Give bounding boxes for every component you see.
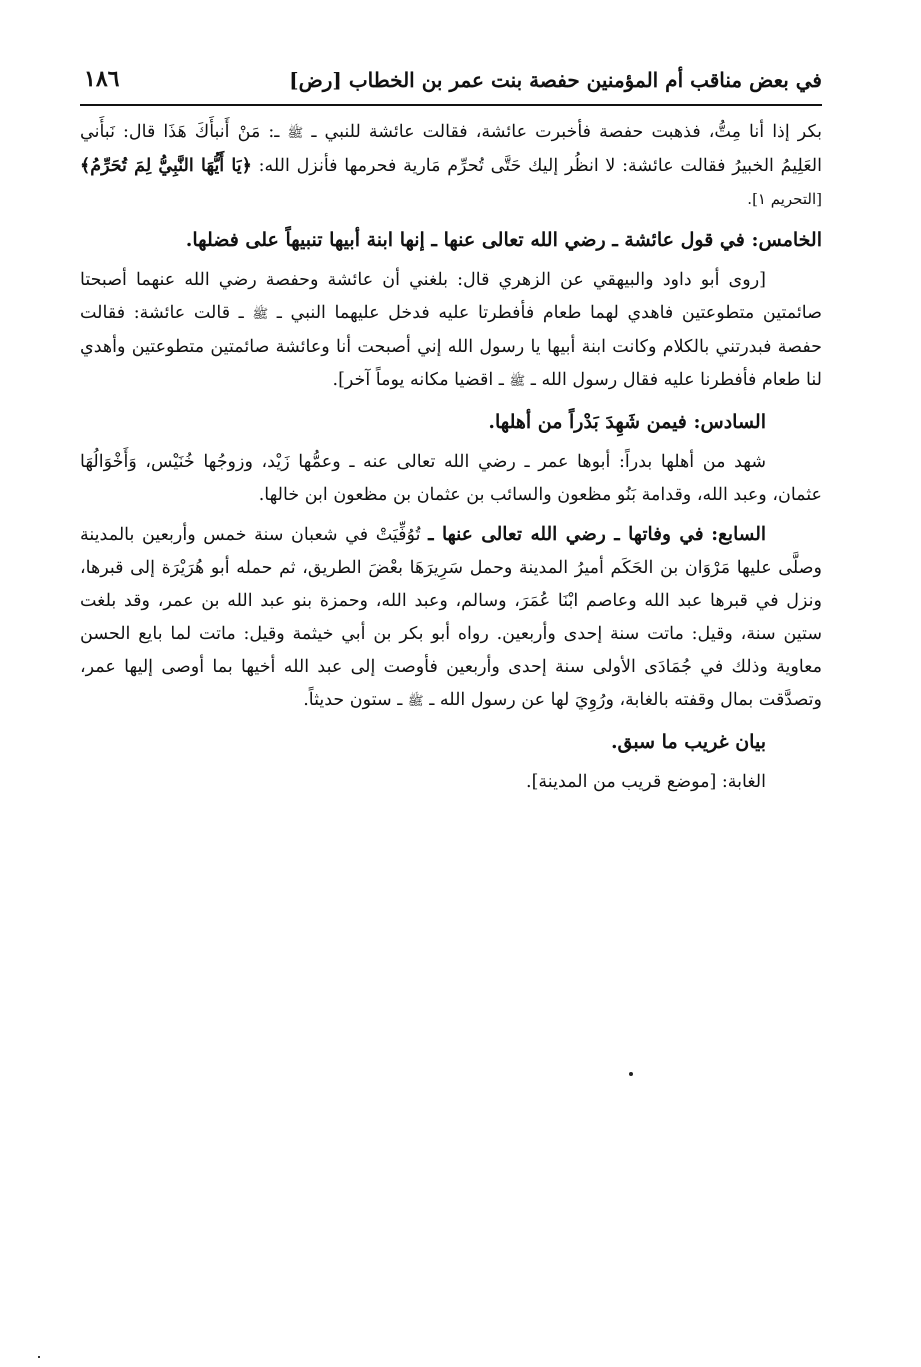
page-body	[80, 116, 822, 799]
sallallah-ligature: ﷺ	[509, 374, 526, 389]
section-heading-fifth	[80, 222, 822, 258]
scan-speck	[629, 1072, 633, 1076]
paragraph-text: ـ: مَنْ أَنبأَكَ هَذَا قال: نَبأَني العَلِيمُ الخبيرُ فقالت عائشة: لا انظُر إليك حَتَّى تُحرِّم مَارية فحرمها فأنزل الله:	[80, 122, 822, 176]
glossary-entry: الغابة: [موضع قريب من المدينة].	[526, 772, 766, 792]
paragraph-text: ـ اقضيا مكانه يوماً آخر].	[332, 370, 504, 390]
paragraph-death	[80, 518, 822, 718]
paragraph-text: بكر إذا أنا مِتُّ، فذهبت حفصة فأخبرت عائشة، فقالت عائشة للنبي ـ	[311, 122, 822, 142]
page-number: ١٨٦	[84, 66, 120, 92]
heading-label: الخامس:	[751, 229, 822, 251]
page-header	[80, 62, 822, 102]
paragraph-text: [روى أبو داود والبيهقي عن الزهري قال: بلغني أن عائشة وحفصة رضي الله عنهما أصبحتا صائمتين متطوعتين فاهدي لهما طعام فأفطرتا عليه فدخل عليهما النبي ـ	[80, 270, 822, 323]
sallallah-ligature: ﷺ	[252, 307, 269, 322]
section-heading-glossary: بيان غريب ما سبق.	[610, 731, 766, 753]
paragraph-continuation	[80, 116, 822, 216]
sallallah-ligature: ﷺ	[287, 126, 304, 141]
paragraph-text: تُوُفِّيَتْ في شعبان سنة خمس وأربعين بالمدينة وصلَّى عليها مَرْوَان بن الحَكَم أميرُ المدينة وحمل سَرِيرَهَا بعْضَ الطريق، ثم حمله أبو هُرَيْرَة إلى قبرها، ونزل في قبرها عبد الله وعاصم ابْنَا عُمَرَ، وسالم، وعبد الله، وحمزة بنو عبد الله بن عمر، وقد بلغت ستين سنة، وقيل: ماتت سنة إحدى وأربعين. رواه أبو بكر بن أبي خيثمة وقيل: ماتت لما بايع الحسن معاوية وذلك في جُمَادَى الأولى سنة إحدى وأربعين فأوصت إلى عبد الله أخيها بما أوصى إليها عمر، وتصدَّقت بمال وقفته بالغابة، ورُوِيَ لها عن رسول الله ـ	[80, 525, 822, 710]
heading-text: في قول عائشة ـ رضي الله تعالى عنها ـ إنها ابنة أبيها تنبيهاً على فضلها.	[185, 229, 745, 251]
running-title: في بعض مناقب أم المؤمنين حفصة بنت عمر بن الخطاب [رض]	[289, 68, 822, 92]
section-heading-sixth	[80, 404, 822, 440]
verse-reference: [التحريم ١].	[747, 190, 822, 208]
paragraph-badr: شهد من أهلها بدراً: أبوها عمر ـ رضي الله تعالى عنه ـ وعمُّها زَيْد، وزوجُها خُنَيْس، وَأَخْوَالُهَا عثمان، وعبد الله، وقدامة بَنُو مظعون والسائب بن عثمان بن مظعون ابن خالها.	[80, 452, 822, 505]
heading-text: فيمن شَهِدَ بَدْراً من أهلها.	[488, 411, 687, 433]
heading-label: السادس:	[693, 411, 766, 433]
paragraph-text: ـ قالت عائشة: فقالت حفصة فبدرتني بالكلام وكانت ابنة أبيها يا رسول الله إني أصبحت أنا وعائشة صائمتين متطوعتين وأهدي لنا طعام فأفطرنا عليه فقال رسول الله ـ	[80, 303, 822, 390]
paragraph-text: ـ ستون حديثاً.	[303, 690, 403, 710]
header-divider	[80, 104, 822, 106]
quran-verse: ﴿يَا أَيُّهَا النَّبِيُّ لِمَ تُحَرِّمُ﴾	[80, 156, 252, 176]
sallallah-ligature: ﷺ	[407, 694, 424, 709]
scan-speck	[38, 1356, 40, 1358]
heading-text: في وفاتها ـ رضي الله تعالى عنها ـ	[428, 524, 704, 545]
heading-label: السابع:	[711, 524, 766, 545]
paragraph-hadith	[80, 264, 822, 398]
